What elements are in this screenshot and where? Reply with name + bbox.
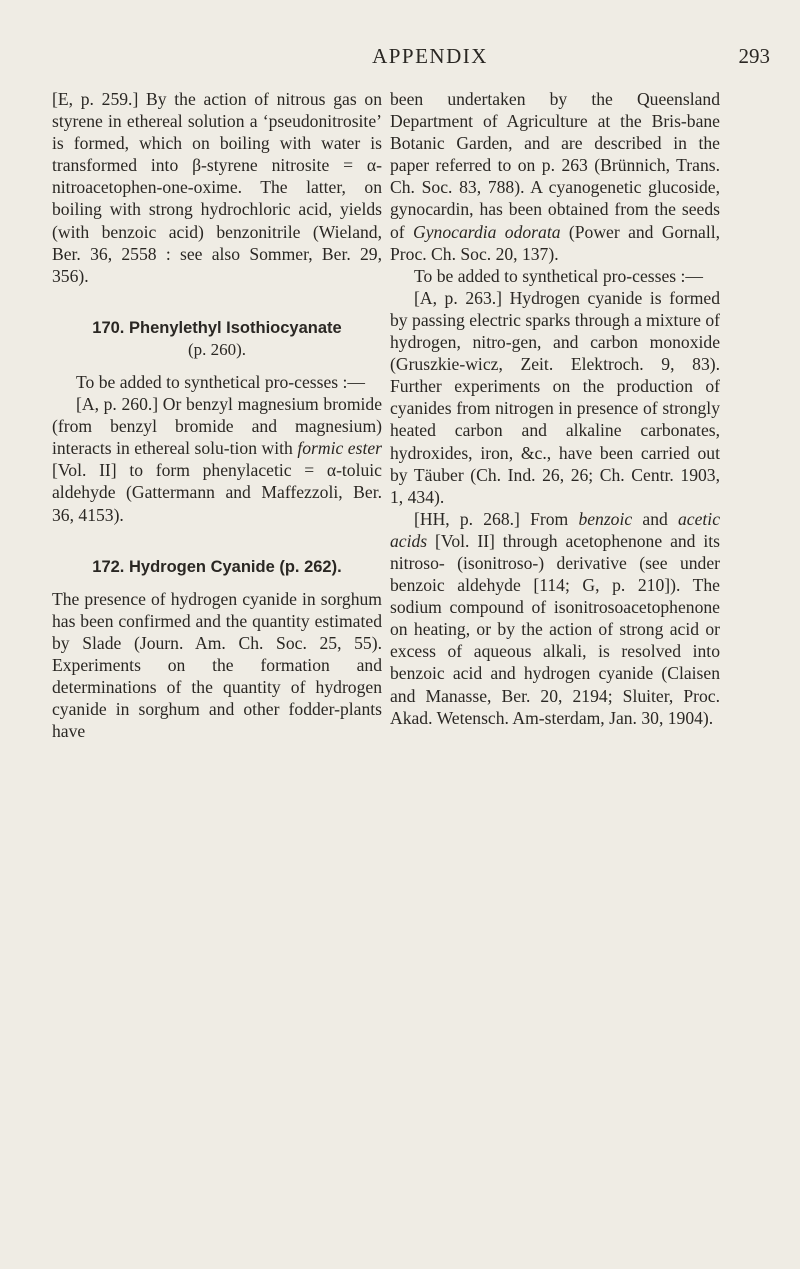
paragraph-styrene: [E, p. 259.] By the action of nitrous gas on styrene in ethereal solution a ‘pseudonitrosite’ is formed, which on boiling with water is transformed into β-styrene nitrosite = α-nitroacetophen-one-oxime. The latter, on boiling with strong hydrochloric acid, yields (with benzoic acid) benzonitrile (Wieland, Ber. 36, 2558 : see also Sommer, Ber. 29, 356). xyxy=(52,89,382,286)
italic-term-benzoic: benzoic xyxy=(578,508,633,529)
paragraph-HH-268: [HH, p. 268.] From benzoic and acetic acids [Vol. II] through acetophenone and its nitroso- (isonitroso-) derivative (see under benzoic aldehyde [114; G, p. 210]). The sodium compound of isonitrosoacetophenone on heating, or by the action of strong acid or excess of aqueous alkali, is resolved into benzoic acid and hydrogen cyanide (Claisen and Manasse, Ber. 20, 2194; Sluiter, Proc. Akad. Wetensch. Am-sterdam, Jan. 30, 1904). xyxy=(390,508,720,728)
italic-term-acetic-acids: acetic acids xyxy=(390,508,720,551)
running-title: APPENDIX xyxy=(372,44,488,68)
paragraph-queensland: been undertaken by the Queensland Department of Agriculture at the Bris-bane Botanic Garden, and are described in the paper referred to on p. 263 (Brünnich, Trans. Ch. Soc. 83, 788). A cyanogenetic glucoside, gynocardin, has been obtained from the seeds of Gynocardia odorata (Power and Gornall, Proc. Ch. Soc. 20, 137). xyxy=(390,89,720,264)
paragraph-synthetical: To be added to synthetical pro-cesses :— xyxy=(414,265,703,286)
page-number: 293 xyxy=(738,44,770,68)
paragraph-170-intro: To be added to synthetical pro-cesses :— xyxy=(76,371,365,392)
italic-term-gynocardia: Gynocardia odorata xyxy=(413,221,561,242)
section-subheading-170: (p. 260). xyxy=(187,339,247,359)
paragraph-170-a: [A, p. 260.] Or benzyl magnesium bromide (from benzyl bromide and magnesium) interacts in ethereal solu-tion with formic ester [Vol. II] to form phenylacetic = α-toluic aldehyde (Gattermann and Maffezzoli, Ber. 36, 4153). xyxy=(52,394,382,525)
italic-term-formic-ester: formic ester xyxy=(297,438,382,459)
left-column xyxy=(52,88,382,742)
section-heading-172: 172. Hydrogen Cyanide (p. 262). xyxy=(92,557,342,576)
right-column xyxy=(390,88,720,729)
paragraph-172: The presence of hydrogen cyanide in sorghum has been confirmed and the quantity estimated by Slade (Journ. Am. Ch. Soc. 25, 55). Experiments on the formation and determinations of the quantity of hydrogen cyanide in sorghum and other fodder-plants have xyxy=(52,588,382,742)
paragraph-A-263: [A, p. 263.] Hydrogen cyanide is formed by passing electric sparks through a mixture of hydrogen, nitro-gen, and carbon monoxide (Gruszkie-wicz, Zeit. Elektroch. 9, 83). Further experiments on the production of cyanides from nitrogen in presence of strongly heated carbon and alkaline carbonates, hydroxides, iron, &c., have been carried out by Täuber (Ch. Ind. 26, 26; Ch. Centr. 1903, 1, 434). xyxy=(390,287,720,507)
section-heading-170: 170. Phenylethyl Isothiocyanate xyxy=(92,318,342,337)
running-header xyxy=(90,44,770,74)
